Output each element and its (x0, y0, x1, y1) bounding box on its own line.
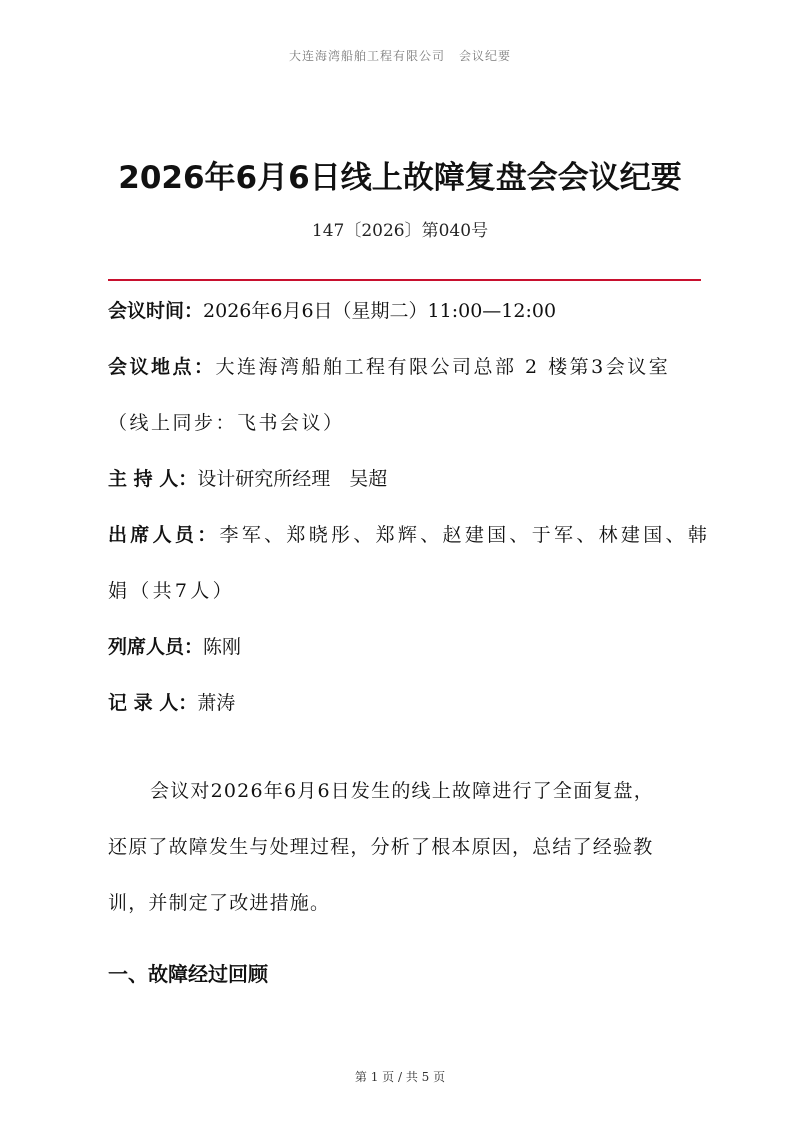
meeting-time-label: 会议时间： (108, 300, 204, 322)
meeting-location-row (108, 353, 670, 381)
document-title: 2026年6月6日线上故障复盘会会议纪要 (118, 160, 682, 196)
recorder-label: 记 录 人： (108, 692, 198, 714)
observers-row (108, 633, 241, 661)
meeting-location-online: （线上同步：飞书会议） (108, 412, 345, 434)
document-number: 147〔2026〕第040号 (311, 221, 489, 241)
attendees-row-continued (108, 577, 235, 605)
red-divider-rule (108, 279, 701, 281)
page-header (0, 47, 800, 64)
attendees-count: 娟（共7人） (108, 580, 235, 602)
meeting-location-row-continued (108, 409, 345, 437)
attendees-label: 出席人员： (108, 524, 220, 546)
attendees-value: 李军、郑晓彤、郑辉、赵建国、于军、林建国、韩 (219, 524, 711, 546)
observers-label: 列席人员： (108, 636, 204, 658)
meeting-location-label: 会议地点： (108, 356, 216, 378)
attendees-row (108, 521, 710, 549)
meeting-time-value: 2026年6月6日（星期二）11:00—12:00 (203, 300, 557, 322)
host-row (108, 465, 387, 493)
section-heading: 一、故障经过回顾 (108, 962, 268, 986)
recorder-value: 萧涛 (197, 692, 236, 714)
host-label: 主 持 人： (108, 468, 198, 490)
page-footer: 第 1 页 / 共 5 页 (354, 1070, 446, 1084)
header-doc-type: 会议纪要 (459, 49, 512, 63)
meeting-location-value: 大连海湾船舶工程有限公司总部 2 楼第3会议室 (215, 356, 671, 378)
host-value: 设计研究所经理 吴超 (197, 468, 388, 490)
body-paragraph-line-3: 训，并制定了改进措施。 (108, 892, 331, 914)
recorder-row (108, 689, 235, 717)
header-company: 大连海湾船舶工程有限公司 (288, 49, 445, 63)
body-paragraph-line-1: 会议对2026年6月6日发生的线上故障进行了全面复盘， (150, 780, 654, 802)
observers-value: 陈刚 (203, 636, 242, 658)
body-paragraph-line-2: 还原了故障发生与处理过程，分析了根本原因，总结了经验教 (108, 836, 654, 858)
meeting-time-row (108, 297, 556, 325)
